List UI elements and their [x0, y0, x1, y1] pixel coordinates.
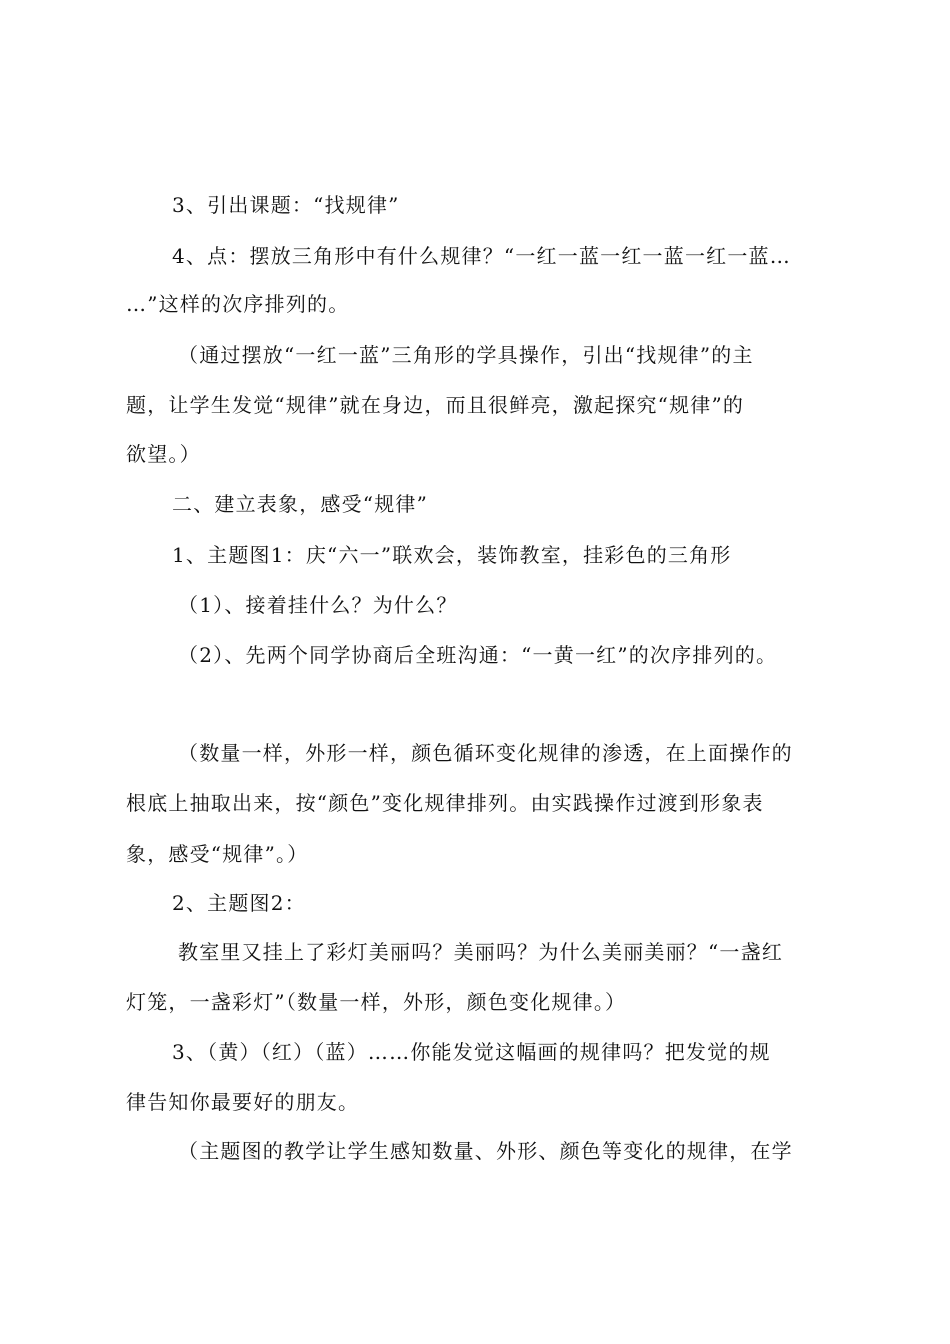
- paragraph-line-12: 根底上抽取出来，按“颜色”变化规律排列。由实践操作过渡到形象表: [126, 791, 764, 815]
- paragraph-line-8: 1、主题图1：庆“六一”联欢会，装饰教室，挂彩色的三角形: [172, 543, 732, 567]
- paragraph-line-4: （通过摆放“一红一蓝”三角形的学具操作，引出“找规律”的主: [178, 343, 754, 367]
- paragraph-line-18: 律告知你最要好的朋友。: [126, 1090, 360, 1114]
- paragraph-line-5: 题，让学生发觉“规律”就在身边，而且很鲜亮，激起探究“规律”的: [126, 393, 745, 417]
- paragraph-line-6: 欲望。）: [126, 442, 201, 466]
- paragraph-line-13: 象，感受“规律”。）: [126, 842, 309, 866]
- paragraph-line-3: …”这样的次序排列的。: [126, 292, 350, 316]
- paragraph-line-9: （1）、接着挂什么？为什么？: [178, 593, 458, 617]
- paragraph-line-15: 教室里又挂上了彩灯美丽吗？美丽吗？为什么美丽美丽？“一盏红: [178, 940, 784, 964]
- paragraph-line-14: 2、主题图2：: [172, 891, 306, 915]
- paragraph-line-17: 3、（黄）（红）（蓝）……你能发觉这幅画的规律吗？把发觉的规: [172, 1040, 771, 1064]
- paragraph-line-10: （2）、先两个同学协商后全班沟通：“一黄一红”的次序排列的。: [178, 643, 778, 667]
- paragraph-line-19: （主题图的教学让学生感知数量、外形、颜色等变化的规律，在学: [178, 1139, 793, 1163]
- paragraph-line-16: 灯笼，一盏彩灯”（数量一样，外形，颜色变化规律。）: [126, 990, 627, 1014]
- section-heading: 二、建立表象，感受“规律”: [172, 492, 429, 516]
- paragraph-line-11: （数量一样，外形一样，颜色循环变化规律的渗透，在上面操作的: [178, 741, 793, 765]
- paragraph-line-1: 3、引出课题：“找规律”: [172, 193, 400, 217]
- paragraph-line-2: 4、点：摆放三角形中有什么规律？“一红一蓝一红一蓝一红一蓝…: [172, 244, 791, 268]
